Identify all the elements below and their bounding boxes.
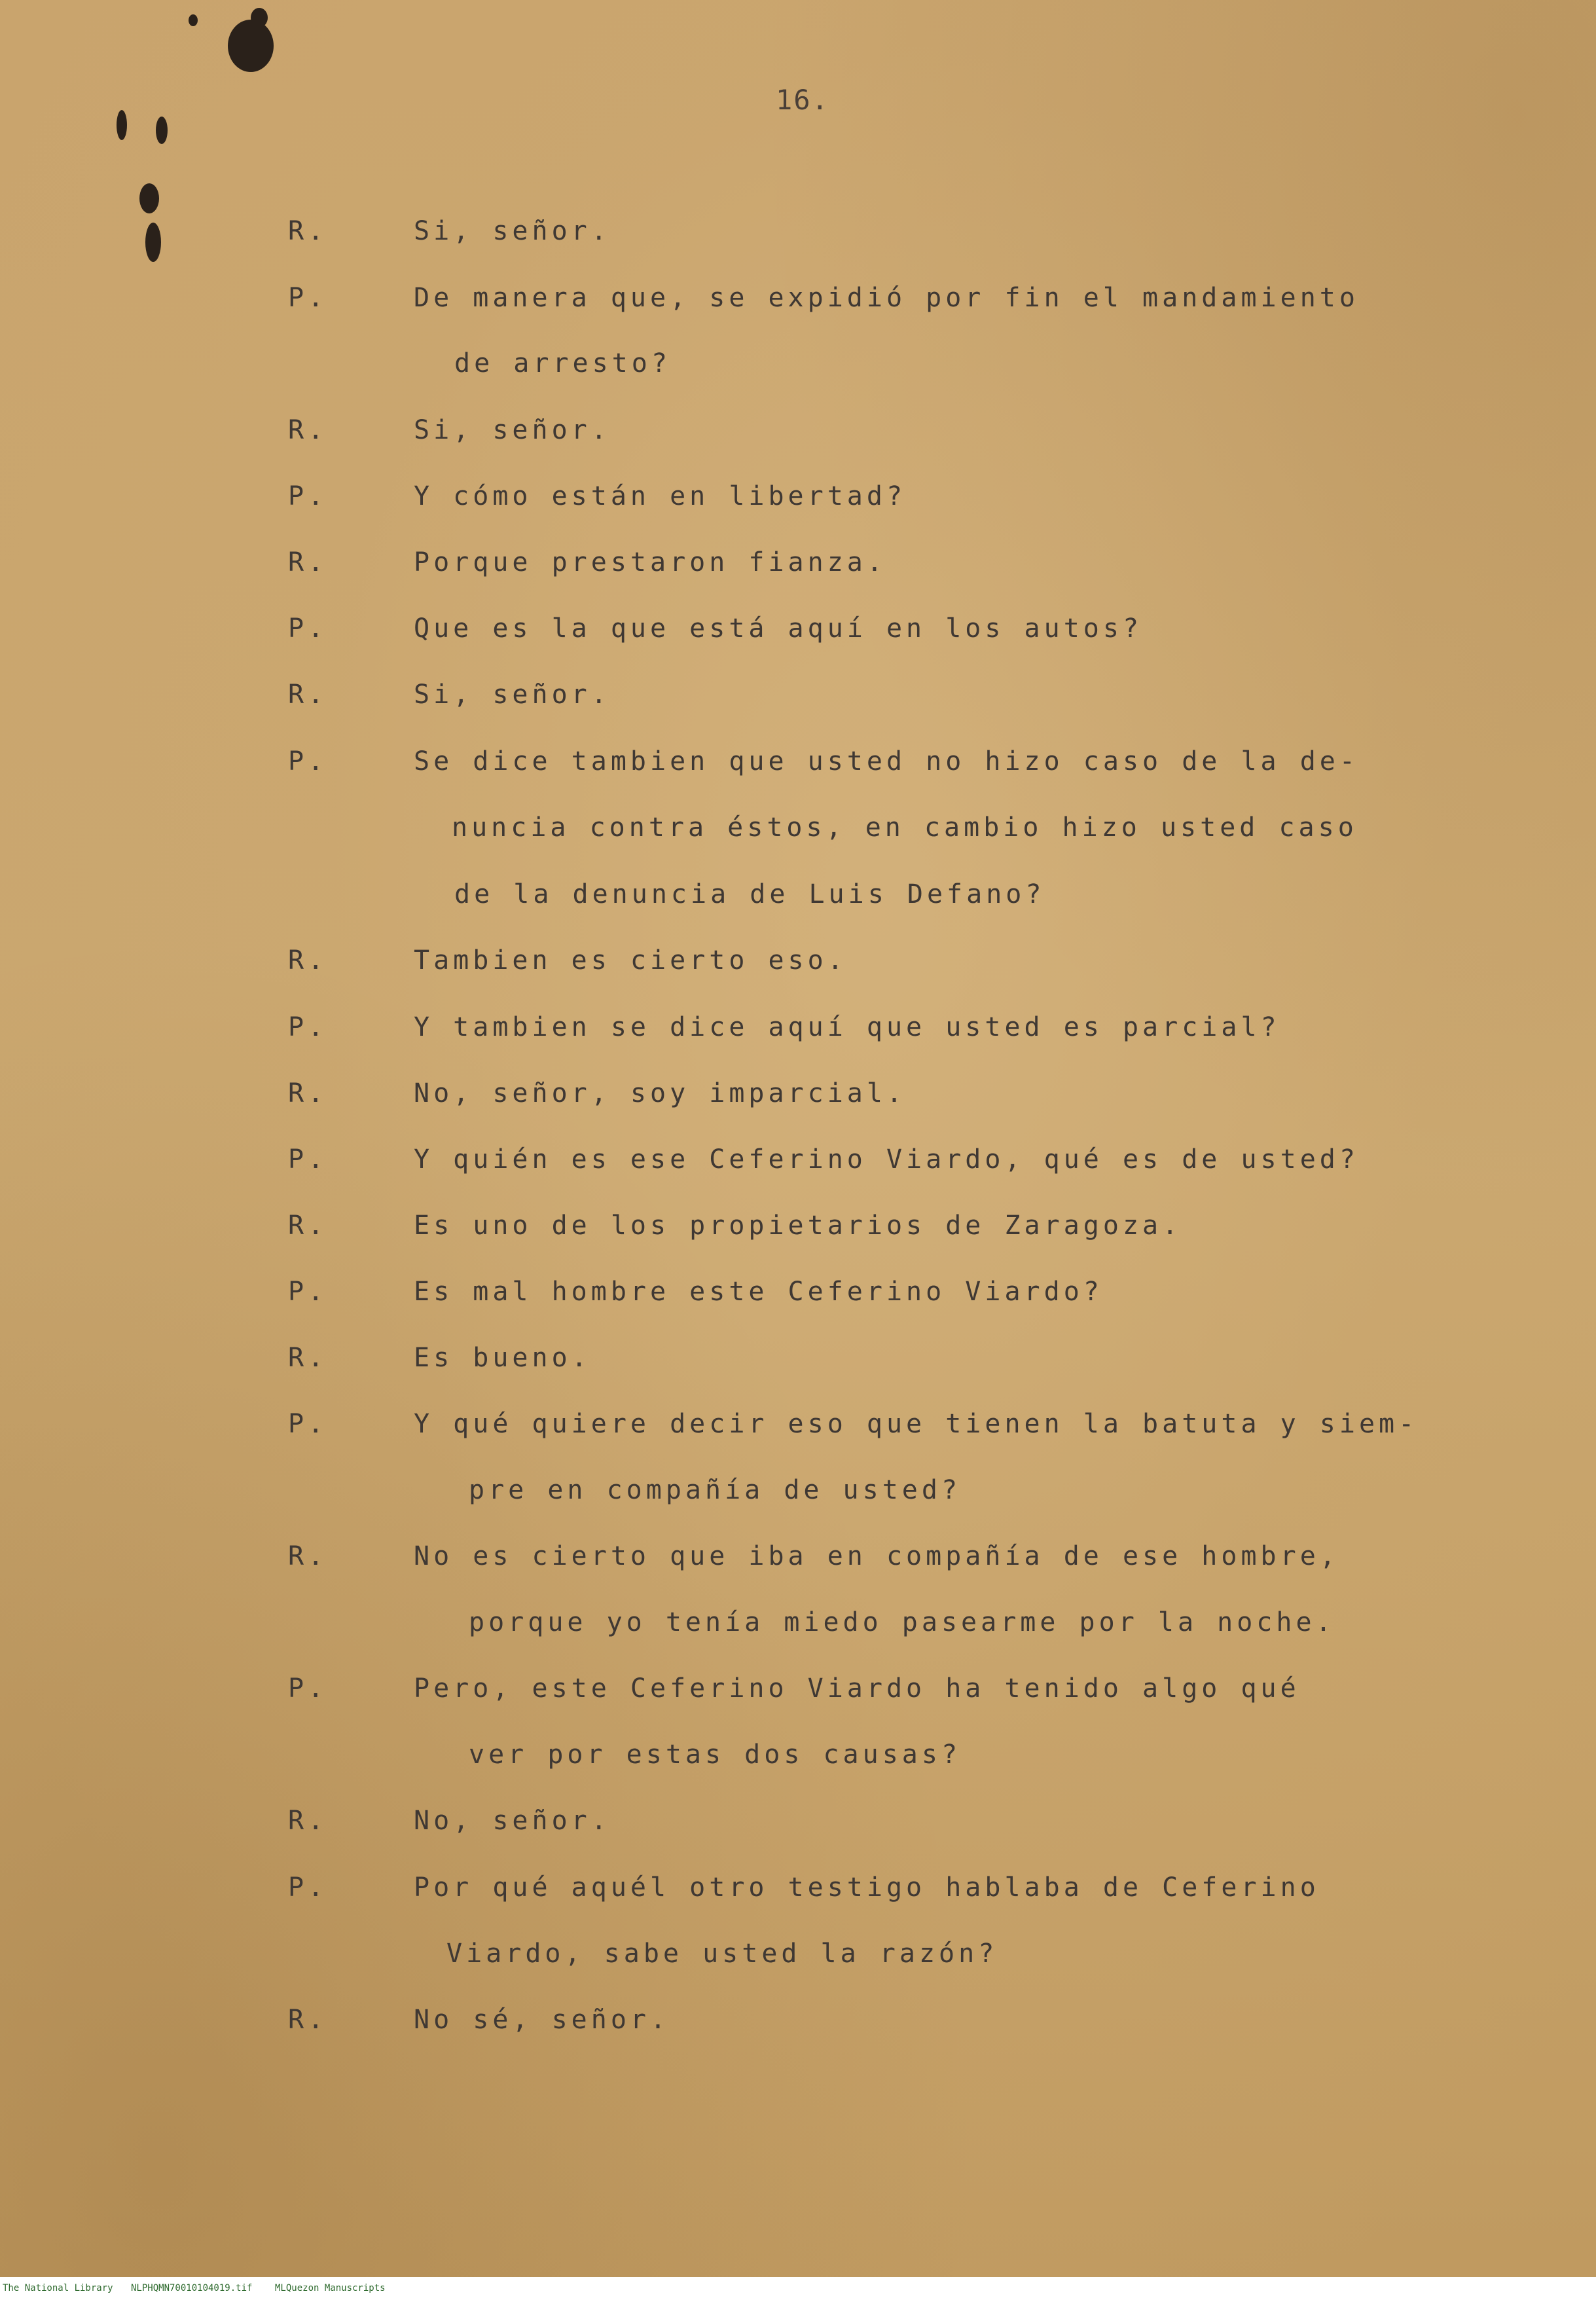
speaker-label: R. (288, 1343, 328, 1373)
dialogue-line: No sé, señor. (414, 2005, 670, 2035)
speaker-label: P. (288, 1144, 328, 1175)
dialogue-line: Si, señor. (414, 680, 611, 710)
speaker-label: P. (288, 283, 328, 313)
dialogue-line: Y cómo están en libertad? (414, 481, 907, 511)
dialogue-line: No, señor, soy imparcial. (414, 1078, 907, 1108)
page-number: 16. (776, 84, 829, 116)
dialogue-line-continued: porque yo tenía miedo pasearme por la noche. (469, 1607, 1335, 1637)
ink-spot (145, 223, 161, 262)
dialogue-line: Si, señor. (414, 216, 611, 246)
footer-collection: MLQuezon Manuscripts (275, 2283, 386, 2293)
dialogue-line-continued: ver por estas dos causas? (469, 1740, 962, 1770)
dialogue-line: Es uno de los propietarios de Zaragoza. (414, 1211, 1182, 1241)
ink-spot (139, 183, 159, 213)
speaker-label: P. (288, 1872, 328, 1903)
dialogue-line: Porque prestaron fianza. (414, 547, 886, 577)
dialogue-line: Por qué aquél otro testigo hablaba de Ceferino (414, 1872, 1320, 1903)
dialogue-line: Y qué quiere decir eso que tienen la batuta y siem- (414, 1409, 1419, 1439)
dialogue-line: Que es la que está aquí en los autos? (414, 613, 1143, 644)
speaker-label: P. (288, 1673, 328, 1704)
speaker-label: R. (288, 216, 328, 246)
ink-blot (228, 20, 274, 72)
speaker-label: P. (288, 1012, 328, 1042)
speaker-label: R. (288, 547, 328, 577)
dialogue-line: Y quién es ese Ceferino Viardo, qué es de usted? (414, 1144, 1359, 1175)
ink-blot (251, 8, 268, 27)
dialogue-line: Si, señor. (414, 415, 611, 445)
speaker-label: R. (288, 1541, 328, 1571)
dialogue-line-continued: nuncia contra éstos, en cambio hizo usted caso (452, 812, 1358, 843)
dialogue-line: Tambien es cierto eso. (414, 945, 847, 976)
speaker-label: P. (288, 1277, 328, 1307)
dialogue-line: No, señor. (414, 1806, 611, 1836)
dialogue-line: Pero, este Ceferino Viardo ha tenido algo qué (414, 1673, 1300, 1704)
speaker-label: R. (288, 945, 328, 976)
footer-file: NLPHQMN70010104019.tif (131, 2283, 253, 2293)
dialogue-line-continued: de arresto? (454, 348, 671, 378)
speaker-label: R. (288, 2005, 328, 2035)
dialogue-line-continued: de la denuncia de Luis Defano? (454, 879, 1045, 909)
archive-footer (0, 2277, 1596, 2300)
dialogue-line: Y tambien se dice aquí que usted es parcial? (414, 1012, 1280, 1042)
ink-spot (117, 110, 127, 140)
dialogue-line: De manera que, se expidió por fin el mandamiento (414, 283, 1359, 313)
speaker-label: R. (288, 1806, 328, 1836)
speaker-label: P. (288, 746, 328, 776)
speaker-label: R. (288, 415, 328, 445)
speaker-label: R. (288, 680, 328, 710)
speaker-label: R. (288, 1078, 328, 1108)
speaker-label: P. (288, 1409, 328, 1439)
ink-spot (156, 117, 168, 144)
dialogue-line: No es cierto que iba en compañía de ese hombre, (414, 1541, 1339, 1571)
ink-spot (189, 14, 198, 26)
dialogue-line-continued: Viardo, sabe usted la razón? (446, 1939, 998, 1969)
dialogue-line-continued: pre en compañía de usted? (469, 1475, 962, 1505)
dialogue-line: Es mal hombre este Ceferino Viardo? (414, 1277, 1103, 1307)
speaker-label: R. (288, 1211, 328, 1241)
speaker-label: P. (288, 613, 328, 644)
footer-library: The National Library (3, 2283, 113, 2293)
dialogue-line: Es bueno. (414, 1343, 591, 1373)
speaker-label: P. (288, 481, 328, 511)
dialogue-line: Se dice tambien que usted no hizo caso de la de- (414, 746, 1359, 776)
